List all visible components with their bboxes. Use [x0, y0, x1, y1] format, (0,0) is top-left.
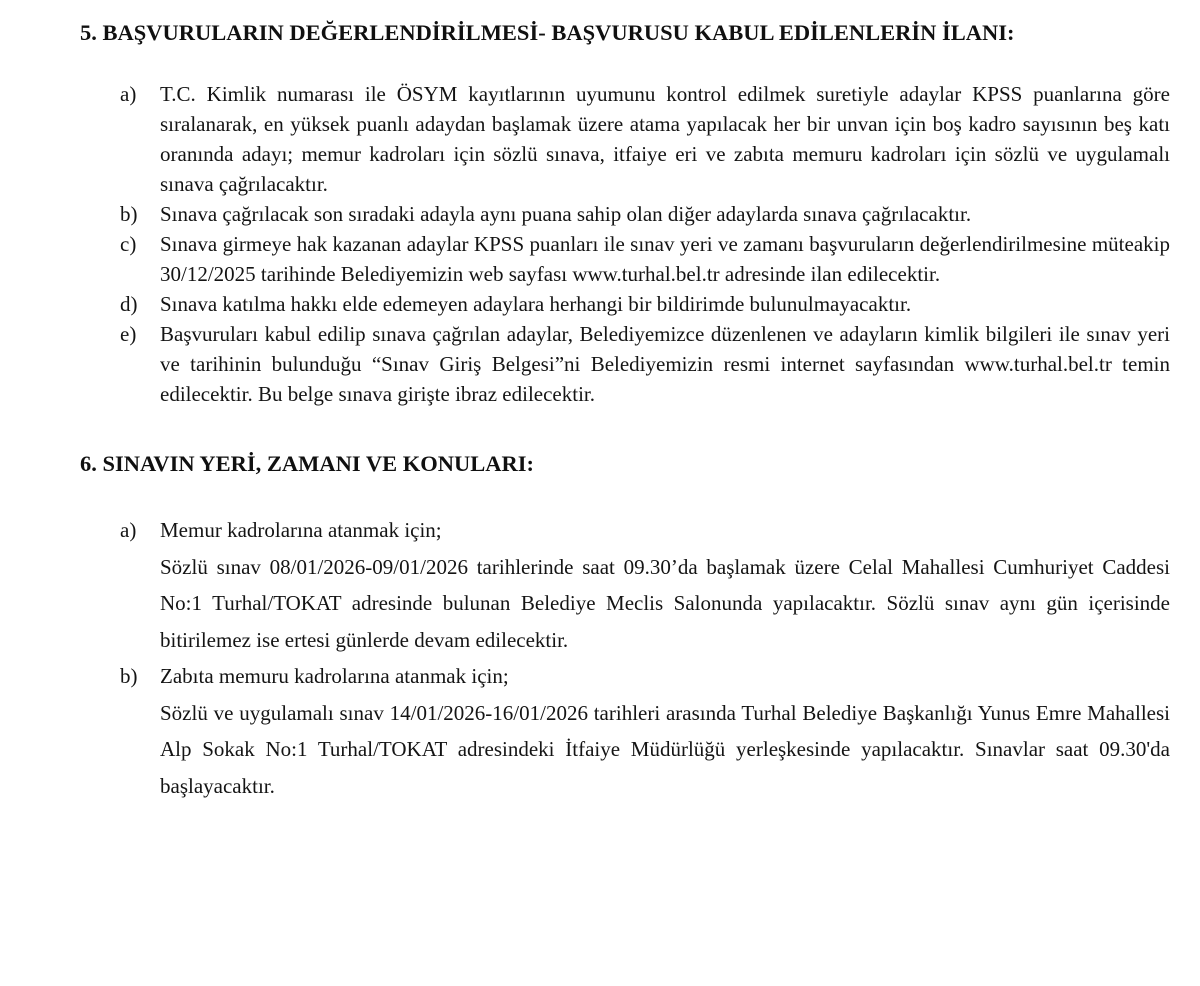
item-paragraph: Başvuruları kabul edilip sınava çağrılan adaylar, Belediyemizce düzenlenen ve adayların kimlik bilgileri ile sınav yeri ve tarihinin bulunduğu “Sınav Giriş Belgesi”ni Belediyemizin resmi internet sayfasından www.turhal.bel.tr temin edilecektir. Bu belge sınava girişte ibraz edilecektir. — [160, 322, 1170, 406]
item-paragraph: T.C. Kimlik numarası ile ÖSYM kayıtlarının uyumunu kontrol edilmek suretiyle adaylar KPSS puanlarına göre sıralanarak, en yüksek puanlı adaydan başlamak üzere atama yapılacak her bir unvan için boş kadro sayısının beş katı oranında adayı; memur kadroları için sözlü sınava, itfaiye eri ve zabıta memuru kadroları için sözlü ve uygulamalı sınava çağrılacaktır. — [160, 82, 1170, 196]
item-paragraph: Sözlü sınav 08/01/2026-09/01/2026 tarihlerinde saat 09.30’da başlamak üzere Celal Mahallesi Cumhuriyet Caddesi No:1 Turhal/TOKAT adresinde bulunan Belediye Meclis Salonunda yapılacaktır. Sözlü sınav aynı gün içerisinde bitirilemez ise ertesi günlerde devam edilecektir. — [160, 554, 1170, 652]
item-marker: a) — [120, 518, 137, 542]
section-6-title: SINAVIN YERİ, ZAMANI VE KONULARI: — [102, 451, 535, 476]
item-marker: b) — [120, 202, 138, 226]
list-item-5c — [80, 229, 1170, 289]
item-paragraph: Memur kadrolarına atanmak için; — [160, 518, 442, 542]
item-body — [160, 658, 1170, 804]
item-paragraph: Sınava çağrılacak son sıradaki adayla aynı puana sahip olan diğer adaylarda sınava çağrılacaktır. — [160, 202, 972, 226]
section-5-number: 5. — [80, 20, 97, 45]
section-5-title: BAŞVURULARIN DEĞERLENDİRİLMESİ- BAŞVURUSU KABUL EDİLENLERİN İLANI: — [102, 20, 1015, 45]
item-marker: a) — [120, 82, 137, 106]
item-body — [160, 512, 1170, 658]
section-6-number: 6. — [80, 451, 97, 476]
item-paragraph: Zabıta memuru kadrolarına atanmak için; — [160, 664, 509, 688]
section-5-heading — [80, 14, 1170, 51]
item-paragraph: Sınava katılma hakkı elde edemeyen adaylara herhangi bir bildirimde bulunulmayacaktır. — [160, 292, 912, 316]
list-item-5d — [80, 289, 1170, 319]
item-marker: e) — [120, 322, 137, 346]
list-item-5b — [80, 199, 1170, 229]
item-body — [160, 319, 1170, 409]
item-body — [160, 229, 1170, 289]
list-item-6a — [80, 512, 1170, 658]
item-marker: b) — [120, 664, 138, 688]
item-marker: c) — [120, 232, 137, 256]
item-body — [160, 79, 1170, 199]
section-6-item-list — [80, 512, 1170, 804]
section-5-item-list — [80, 79, 1170, 409]
item-body — [160, 199, 1170, 229]
list-item-5e — [80, 319, 1170, 409]
list-item-6b — [80, 658, 1170, 804]
item-paragraph: Sözlü ve uygulamalı sınav 14/01/2026-16/01/2026 tarihleri arasında Turhal Belediye Başkanlığı Yunus Emre Mahallesi Alp Sokak No:1 Turhal/TOKAT adresindeki İtfaiye Müdürlüğü yerleşkesinde yapılacaktır. Sınavlar saat 09.30'da başlayacaktır. — [160, 700, 1170, 798]
item-marker: d) — [120, 292, 138, 316]
item-body — [160, 289, 1170, 319]
item-paragraph: Sınava girmeye hak kazanan adaylar KPSS puanları ile sınav yeri ve zamanı başvuruların değerlendirilmesine müteakip 30/12/2025 tarihinde Belediyemizin web sayfası www.turhal.bel.tr adresinde ilan edilecektir. — [160, 232, 1170, 286]
list-item-5a — [80, 79, 1170, 199]
section-6-heading — [80, 445, 1170, 482]
